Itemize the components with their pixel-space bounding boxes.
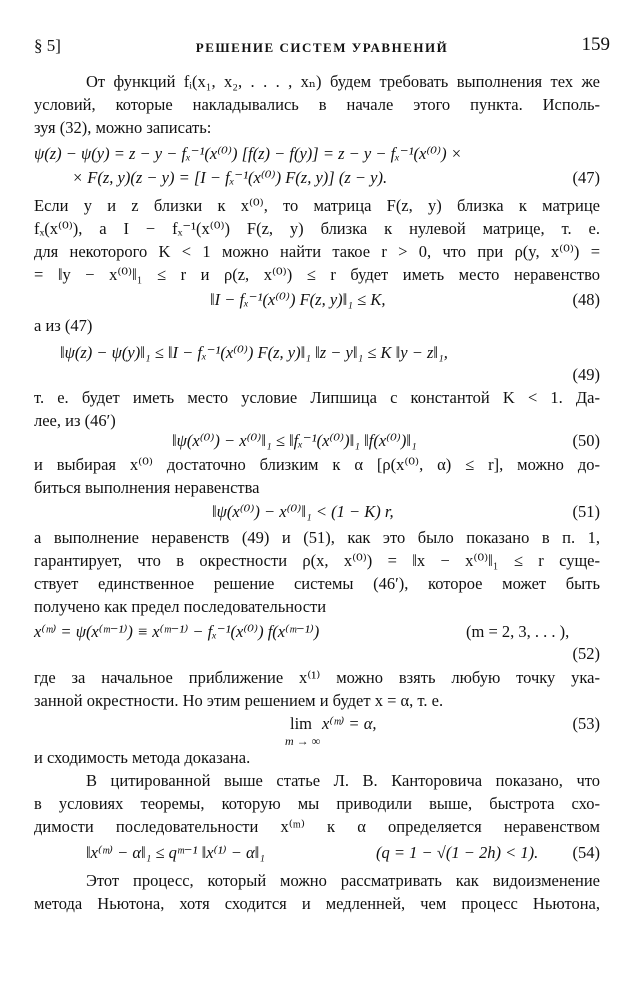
formula-54-condition: (q = 1 − √(1 − 2h) < 1).: [376, 843, 539, 862]
formula-53: x⁽ᵐ⁾ = α,: [322, 714, 377, 733]
equation-number-48: (48): [572, 290, 600, 309]
formula-52-range: (m = 2, 3, . . . ),: [466, 622, 570, 641]
equation-number-49: (49): [572, 365, 600, 384]
text-line: Этот процесс, который можно рассматривать как видоизменение: [86, 871, 600, 890]
equation-number-51: (51): [572, 502, 600, 521]
text-line: получено как предел последовательности: [34, 597, 327, 616]
text-line: биться выполнения неравенства: [34, 478, 260, 497]
text-line: и выбирая x⁽⁰⁾ достаточно близким к α [ρ(x⁽⁰⁾, α) ≤ r], можно до-: [34, 455, 600, 474]
text-line: зуя (32), можно записать:: [34, 118, 212, 137]
formula-52: x⁽ᵐ⁾ = ψ(x⁽ᵐ⁻¹⁾) ≡ x⁽ᵐ⁻¹⁾ − fₓ⁻¹(x⁽⁰⁾) f(x⁽ᵐ⁻¹⁾): [34, 622, 320, 641]
text-line: условий, которые накладывались в начале этого пункта. Исполь-: [34, 95, 600, 114]
formula-51: ‖ψ(x⁽⁰⁾) − x⁽⁰⁾‖₁ < (1 − K) r,: [212, 502, 394, 521]
text-line: метода Ньютона, хотя сходится и медленней, чем процесс Ньютона,: [34, 894, 600, 913]
equation-number-50: (50): [572, 431, 600, 450]
equation-number-54: (54): [572, 843, 600, 862]
text-line: ствует единственное решение системы (46′), которое может быть: [34, 574, 600, 593]
text-line: лее, из (46′): [34, 411, 116, 430]
text-line: От функций fᵢ(x₁, x₂, . . . , xₙ) будем требовать выполнения тех же: [86, 72, 600, 91]
text-line: = ‖y − x⁽⁰⁾‖₁ ≤ r и ρ(z, x⁽⁰⁾) ≤ r будет иметь место неравенство: [34, 265, 600, 284]
text-line: гарантирует, что в окрестности ρ(x, x⁽⁰⁾) = ‖x − x⁽⁰⁾‖₁ ≤ r суще-: [34, 551, 600, 570]
text-line: димости последовательности x⁽ᵐ⁾ к α определяется неравенством: [34, 817, 600, 836]
text-line: для некоторого K < 1 можно найти такое r > 0, что при ρ(y, x⁽⁰⁾) =: [34, 242, 600, 261]
text-line: и сходимость метода доказана.: [34, 748, 251, 767]
equation-number-53: (53): [572, 714, 600, 733]
equation-number-47: (47): [572, 168, 600, 187]
formula-49: ‖ψ(z) − ψ(y)‖₁ ≤ ‖I − fₓ⁻¹(x⁽⁰⁾) F(z, y)‖₁ ‖z − y‖₁ ≤ K ‖y − z‖₁,: [60, 343, 448, 362]
text-line: занной окрестности. Но этим решением и будет x = α, т. е.: [34, 691, 444, 710]
limit-subscript: m → ∞: [285, 734, 321, 748]
text-line: в условиях теоремы, которую мы приводили выше, быстрота схо-: [34, 794, 600, 813]
section-marker: § 5]: [34, 36, 61, 55]
page-number: 159: [581, 34, 610, 55]
formula-50: ‖ψ(x⁽⁰⁾) − x⁽⁰⁾‖₁ ≤ ‖fₓ⁻¹(x⁽⁰⁾)‖₁ ‖f(x⁽⁰⁾)‖₁: [172, 431, 417, 450]
formula-47-line1: ψ(z) − ψ(y) = z − y − fₓ⁻¹(x⁽⁰⁾) [f(z) − f(y)] = z − y − fₓ⁻¹(x⁽⁰⁾) ×: [34, 144, 462, 163]
text-line: а выполнение неравенств (49) и (51), как это было показано в п. 1,: [34, 528, 600, 547]
text-line: В цитированной выше статье Л. В. Канторовича показано, что: [86, 771, 600, 790]
formula-47-line2: × F(z, y)(z − y) = [I − fₓ⁻¹(x⁽⁰⁾) F(z, y)] (z − y).: [72, 168, 388, 187]
equation-number-52: (52): [572, 644, 600, 663]
text-line: fₓ(x⁽⁰⁾), а I − fₓ⁻¹(x⁽⁰⁾) F(z, y) близка к нулевой матрице, т. е.: [34, 219, 600, 238]
text-line: где за начальное приближение x⁽¹⁾ можно взять любую точку ука-: [34, 668, 600, 687]
formula-54: ‖x⁽ᵐ⁾ − α‖₁ ≤ qᵐ⁻¹ ‖x⁽¹⁾ − α‖₁: [86, 843, 265, 862]
text-line: Если y и z близки к x⁽⁰⁾, то матрица F(z, y) близка к матрице: [34, 196, 600, 215]
text-line: т. е. будет иметь место условие Липшица с константой K < 1. Да-: [34, 388, 600, 407]
formula-48: ‖I − fₓ⁻¹(x⁽⁰⁾) F(z, y)‖₁ ≤ K,: [210, 290, 386, 309]
text-line: а из (47): [34, 316, 93, 335]
limit-operator: lim: [290, 714, 313, 733]
running-title: РЕШЕНИЕ СИСТЕМ УРАВНЕНИЙ: [195, 40, 449, 55]
